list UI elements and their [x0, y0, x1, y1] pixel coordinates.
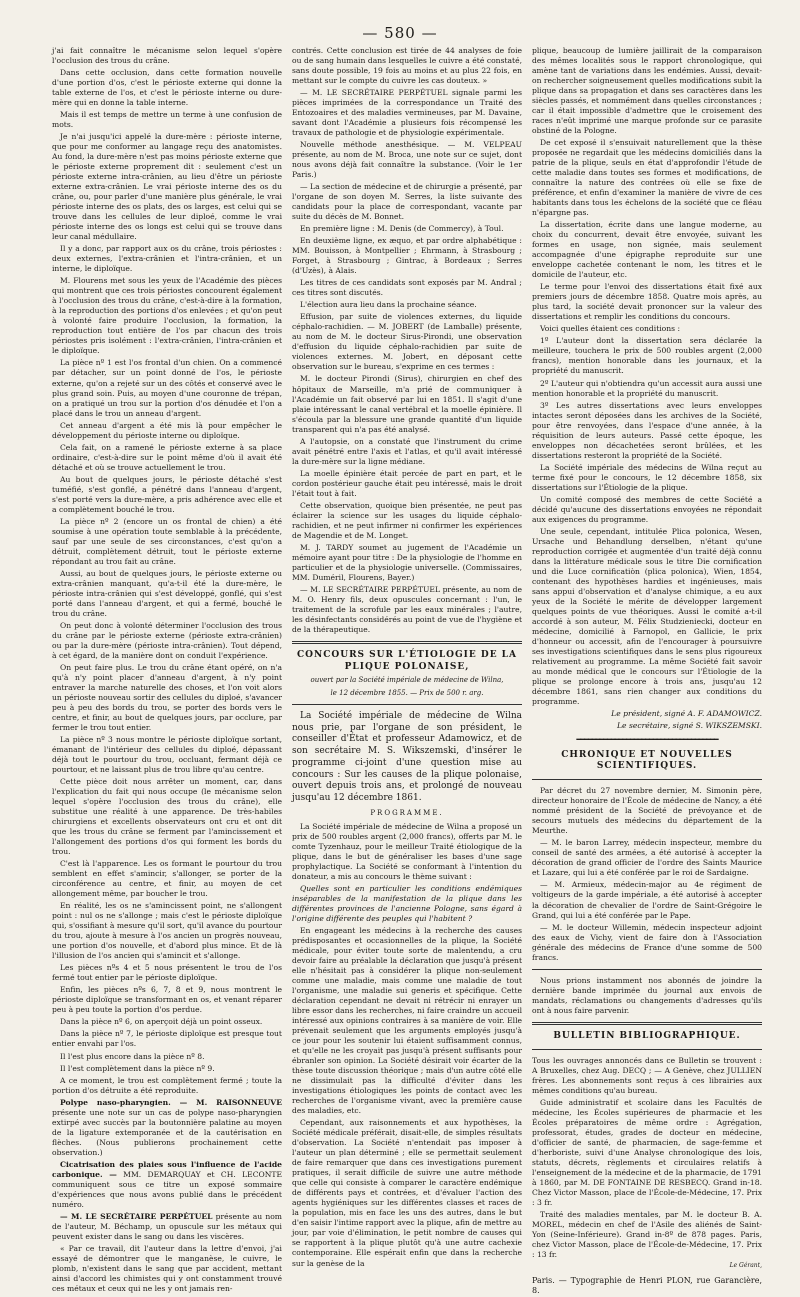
paragraph: La Société impériale des médecins de Wilna reçut au terme fixé pour le concours, le 12 décembre 1858, six dissertations sur l'Étiologie de la plique. [532, 462, 762, 492]
paragraph: Je n'ai jusqu'ici appelé la dure-mère : périoste interne, que pour me conformer au langage reçu des anatomistes. Au fond, la dure-mère n'est pas moins périoste externe que le périoste externe proprement dit : seulement c'est un périoste externe intra-crânien, au lieu d'être un périoste externe extra-crânien. Le vrai périoste interne des os du crâne, ou, pour parler d'une manière plus générale, le vrai périoste interne des os plats, des os larges, est celui qui se trouve dans les cellules de leur diploé, comme le vrai périoste interne des os longs est celui qui se trouve dans leur canal médullaire. [52, 132, 282, 242]
paragraph: Il l'est plus encore dans la pièce nº 8. [60, 1051, 205, 1061]
paragraph: Le terme pour l'envoi des dissertations était fixé aux premiers jours de décembre 1858. Quatre mois après, au plus tard, la société devait prononcer sur la valeur des dissertations et remplir les conditions du concours. [532, 282, 762, 322]
paragraph: Enfin, les pièces nºs 6, 7, 8 et 9, nous montrent le périoste diploïque se transformant en os, et venant réparer peu à peu toute la portion d'os perdue. [52, 985, 282, 1015]
chronique-heading: CHRONIQUE ET NOUVELLES SCIENTIFIQUES. [561, 749, 733, 772]
paragraph: Dans la pièce nº 6, on aperçoit déjà un point osseux. [60, 1017, 263, 1027]
imprint-line: Paris. — Typographie de Henri PLON, rue Garancière, 8. [532, 1275, 762, 1296]
polype-text: présente une note sur un cas de polype naso-pharyngien extirpé avec succès par la boutonnière palatine au moyen de la ligature extemporanée et de la cautérisation en flèches. (Nous publierons prochainement cette observation.) [52, 1107, 282, 1157]
paragraph: 3º Les autres dissertations avec leurs enveloppes intactes seront déposées dans les archives de la Société, pour être renvoyées, dans l'espace d'une année, à la réquisition de leurs auteurs. Passé cette époque, les enveloppes non décachetées seront brûlées, et les dissertations resteront la propriété de la Société. [532, 400, 762, 460]
bulletin-item: Guide administratif et scolaire dans les Facultés de médecine, les Écoles supérieures de pharmacie et les Écoles préparatoires de même ordre : Agrégation, professorat, études, grades de docteur en médecine, d'officier de santé, de pharmacien, de sage-femme et d'herboriste, suivi d'une Analyse chronologique des lois, statuts, décrets, règlements et circulaires relatifs à l'enseignement de la médecine et de la pharmacie, de 1791 à 1860, par M. DE FONTAINE DE RESBECQ. Grand in-18. Chez Victor Masson, place de l'École-de-Médecine, 17. Prix : 3 fr. [532, 1097, 762, 1207]
paragraph: On peut faire plus. Le trou du crâne étant opéré, on n'a qu'à n'y point placer d'anneau d'argent, à n'y point entraver la marche naturelle des choses, et l'on voit alors un périoste nouveau sortir des cellules du diploé, s'avancer peu à peu des bords du trou, se porter des bords vers le centre, et finir, au bout de quelques jours, par occlure, par fermer le trou tout entier. [52, 662, 282, 733]
column-1 [52, 46, 282, 1293]
paragraph: La dissertation, écrite dans une langue moderne, au choix du concurrent, devait être envoyée, suivant les formes en usage, non signée, mais seulement accompagnée d'une épigraphe reproduite sur une enveloppe cachetée contenant le nom, les titres et le domicile de l'auteur, etc. [532, 220, 762, 280]
paragraph: Un comité composé des membres de cette Société a décidé qu'aucune des dissertations envoyées ne répondait aux exigences du programme. [532, 494, 762, 524]
paragraph: Cet anneau d'argent a été mis là pour empêcher le développement du périoste interne ou diploïque. [52, 420, 282, 440]
paragraph: L'élection aura lieu dans la prochaine séance. [300, 300, 477, 310]
concours-paragraph: La Société impériale de médecine de Wilna a proposé un prix de 500 roubles argent (2,000 francs), offerts par M. le comte Tyzenhauz, pour le meilleur Traité étiologique de la plique, dans le but de généraliser les bases d'une sage prophylactique. La Société se conformant à l'intention du donateur, a mis au concours le thème suivant : [292, 821, 522, 881]
paragraph: Cette pièce doit nous arrêter un moment, car, dans l'explication du fait qui nous occupe (le mécanisme selon lequel s'opère l'occlusion des trous du crâne), elle substitue une réalité à une apparence. De très-habiles chirurgiens et excellents observateurs ont cru et ont dit que les trous du crâne se ferment par l'amincissement et l'allongement des portions d'os qui forment les bords du trou. [52, 777, 282, 857]
paragraph: Cette observation, quoique bien présentée, ne peut pas éclairer la science sur les usages du liquide céphalo-rachidien, et ne peut infirmer ni confirmer les expériences de Magendie et de M. Longet. [292, 500, 522, 540]
paragraph: A ce moment, le trou est complètement fermé ; toute la portion d'os détruite a été reproduite. [52, 1075, 282, 1095]
paragraph: Il l'est complètement dans la pièce nº 9. [60, 1063, 215, 1073]
paragraph: Une seule, cependant, intitulée Plica polonica, Wesen, Ursache und Behandlung derselben, n'étant qu'une reproduction corrigée et augmentée d'un traité déjà connu dans la littérature médicale sous le titre Die cornification und die Luce cornificatiòn (plica polonica), Wien, 1854, contenant des hypothèses hardies et ingénieuses, mais sans appui d'observation et d'analyse chimique, a eu aux yeux de la Société le mérite de développer largement quelques points de vue théoriques. Aussi le comité a-t-il accordé à son auteur, M. Félix Studzieniecki, docteur en médecine, domicilié à Farnopol, en Gallicie, le prix d'honneur ou accessit, afin de l'encourager à poursuivre ses investigations scientifiques dans le sens plus rigoureux relativement au programme. La même Société fait savoir au monde médical que le concours sur l'Étiologie de la plique se prolonge encore à trois ans, jusqu'au 12 décembre 1861, sans rien changer aux conditions du programme. [532, 526, 762, 706]
paragraph: M. J. TARDY soumet au jugement de l'Académie un mémoire ayant pour titre : De la physiologie de l'homme en particulier et de la physiologie universelle. (Commissaires, MM. Duméril, Flourens, Bayer.) [292, 542, 522, 582]
polype-heading: Polype naso-pharyngien. — M. RAISONNEUVE [60, 1097, 282, 1107]
paragraph: 2º L'auteur qui n'obtiendra qu'un accessit aura aussi une mention honorable et la propriété du manuscrit. [532, 378, 762, 398]
ornament-divider: ━━━━━━━━━━━━━━━━━━━━━━━━━━━━━━━━━━━━━ [576, 735, 718, 745]
programme-label: PROGRAMME. [370, 808, 444, 817]
paragraph: Effusion, par suite de violences externes, du liquide céphalo-rachidien. — M. JOBERT (de Lamballe) présente, au nom de M. le docteur Sirus-Pirondi, une observation d'effusion du liquide céphalo-rachidien par suite de violences externes. M. Jobert, en déposant cette observation sur le bureau, s'exprime en ces termes : [292, 312, 522, 372]
paragraph: Voici quelles étaient ces conditions : [540, 324, 681, 334]
paragraph: Au bout de quelques jours, le périoste détaché s'est tuméfié, s'est gonflé, a pénétré dans l'anneau d'argent, s'est porté vers la dure-mère, a pris adhérence avec elle et a complètement bouché le trou. [52, 474, 282, 514]
concours-paragraph: En engageant les médecins à la recherche des causes prédisposantes et occasionnelles de la plique, la Société médicale, pour éviter toute sorte de malentendu, a cru devoir faire au préalable la déclaration que jusqu'à présent elle n'hésitait pas à considérer la plique non-seulement comme une maladie, mais comme une maladie de tout l'organisme, une maladie sui generis et spécifique. Cette déclaration cependant ne devait ni rétrécir ni enrayer un libre essor dans les recherches, ni faire craindre un accueil intéressé aux opinions contraires à sa manière de voir. Elle prévenait seulement que les arguments employés jusqu'à ce jour pour les soutenir lui étaient suffisamment connus, et qu'elle ne les croyait pas jusqu'à présent suffisants pour ébranler son opinion. La Société désirait voir écarter de la thèse toute discussion théorique ; mais d'un autre côté elle ne dissimulait pas la difficulté d'éviter dans les investigations étiologiques les points de contact avec les recherches de l'organisme vivant, avec la première cause des maladies, etc. [292, 925, 522, 1116]
paragraph: — M. LE SECRÉTAIRE PERPÉTUEL présente, au nom de M. O. Henry fils, deux opuscules concernant : l'un, le traitement de la scrofule par les eaux minérales ; l'autre, les désinfectants considérés au point de vue de l'hygiène et de la thérapeutique. [292, 584, 522, 634]
paragraph: Aussi, au bout de quelques jours, le périoste externe ou extra-crânien manquant, qu'a-t-il été la dure-mère, le périoste intra-crânien qui s'est développé, gonflé, qui s'est porté dans l'anneau d'argent, et qui a fermé, bouché le trou du crâne. [52, 568, 282, 618]
abonnes-notice: Nous prions instamment nos abonnés de joindre la dernière bande imprimée du journal aux envois de mandats, réclamations ou changements d'adresses qu'ils ont à nous faire parvenir. [532, 975, 762, 1015]
section-divider [532, 1022, 762, 1025]
concours-subtitle-1: ouvert par la Société impériale de médecine de Wilna, [310, 675, 504, 684]
section-divider [532, 1049, 762, 1050]
secretaire-paragraph [52, 1212, 282, 1242]
paragraph: On peut donc à volonté déterminer l'occlusion des trous du crâne par le périoste externe (périoste extra-crânien) ou par la dure-mère (périoste intra-crânien). Tout dépend, à cet égard, de la manière dont on conduit l'expérience. [52, 620, 282, 660]
section-divider [532, 969, 762, 970]
paragraph: contrés. Cette conclusion est tirée de 44 analyses de foie ou de sang humain dans lesquelles le cuivre a été constaté, sans doute possible, 19 fois au moins et au plus 22 fois, en mettant sur le compte du cuivre les cas douteux. » [292, 46, 522, 86]
secretaire-quote: « Par ce travail, dit l'auteur dans la lettre d'envoi, j'ai essayé de démontrer que le manganèse, le cuivre, le plomb, n'existent dans le sang que par accident, mettant ainsi d'accord les chimistes qui y ont constamment trouvé ces métaux et ceux qui ne les y ont jamais ren- [52, 1243, 282, 1293]
paragraph: Dans cette occlusion, dans cette formation nouvelle d'une portion d'os, c'est le périoste externe qui donne la table externe de l'os, et c'est le périoste interne ou dure-mère qui en donne la table interne. [52, 68, 282, 108]
concours-intro: La Société impériale de médecine de Wilna nous prie, par l'organe de son président, le conseiller d'État et professeur Adamowicz, et de son secrétaire M. S. Wikszemski, d'insérer le programme ci-joint d'une question mise au concours : Sur les causes de la plique polonaise, ouvert depuis trois ans, et prolongé de nouveau jusqu'au 12 décembre 1861. [292, 711, 522, 803]
paragraph: En première ligne : M. Denis (de Commercy), à Toul. [300, 224, 504, 234]
paragraph: A l'autopsie, on a constaté que l'instrument du crime avait pénétré entre l'axis et l'atlas, et qu'il avait intéressé la dure-mère sur la ligne médiane. [292, 436, 522, 466]
paragraph: En réalité, les os ne s'amincissent point, ne s'allongent point : nul os ne s'allonge ; mais c'est le périoste diploïque qui, s'ossifiant à mesure qu'il sort, qu'il avance du pourtour du trou, ajoute à mesure à l'os ancien un progrès nouveau, une portion d'os nouvelle, et d'abord plus mince. Et de là l'illusion de l'os ancien qui s'amincit et s'allonge. [52, 901, 282, 961]
polype-paragraph [52, 1098, 282, 1158]
paragraph: Cela fait, on a ramené le périoste externe à sa place ordinaire, c'est-à-dire sur le point même d'où il avait été détaché et où se trouve actuellement le trou. [52, 442, 282, 472]
column-3 [532, 46, 762, 1296]
bulletin-item: Traité des maladies mentales, par M. le docteur B. A. MOREL, médecin en chef de l'Asile des aliénés de Saint-Yon (Seine-Inférieure). Grand in-8º de 878 pages. Paris, chez Victor Masson, place de l'École-de-Médecine, 17. Prix : 13 fr. [532, 1209, 762, 1259]
paragraph: plique, beaucoup de lumière jaillirait de la comparaison des mêmes localités sous le rapport chronologique, qui amène tant de variations dans les endémies. Aussi, devait-on rechercher soigneusement quelles modifications subit la plique dans sa propagation et dans ses caractères dans les siècles passés, et nommément dans quelles circonstances ; car il était impossible d'admettre que le croisement des races n'eût imprimé une marque profonde sur ce parasite obstiné de la Pologne. [532, 46, 762, 136]
column-2 [292, 46, 522, 1268]
secretaire-heading: — M. LE SECRÉTAIRE PERPÉTUEL [60, 1211, 213, 1221]
paragraph: La pièce nº 3 nous montre le périoste diploïque sortant, émanant de l'intérieur des cellules du diploé, dépassant déjà tout le pourtour du trou, occluant, fermant déjà ce pourtour, et ne laissant plus de trou libre qu'au centre. [52, 735, 282, 775]
cicatrisation-text: MM. DEMARQUAY et CH. LECONTE communiquent sous ce titre un exposé sommaire d'expériences que nous avons publié dans le précédent numéro. [52, 1169, 282, 1209]
secretaire-text: présente au nom de l'auteur, M. Béchamp, un opuscule sur les métaux qui peuvent exister dans le sang ou dans les viscères. [52, 1211, 282, 1241]
article-columns [52, 46, 762, 1296]
paragraph: Mais il est temps de mettre un terme à une confusion de mots. [52, 110, 282, 130]
concours-paragraph: Cependant, aux raisonnements et aux hypothèses, la Société médicale préférait, disait-elle, de simples résultats d'observation. La Société n'entendait pas imposer à l'auteur un plan déterminé ; elle se permettait seulement de faire remarquer que dans ces investigations purement pratiques, il serait difficile de suivre une autre méthode que celle qui consiste à comparer le caractère endémique de différents pays et contrées, et d'évaluer l'action des agents hygiéniques sur les différentes classes et races de la population, mis en face les uns des autres, dans le but d'en saisir l'intime rapport avec la plique, afin de mettre au jour, par voie d'élimination, le petit nombre de causes qui se rapportent à la plique plutôt qu'à une autre cachexie contemporaine. Elle espérait enfin que dans la recherche sur la genèse de la [292, 1118, 522, 1268]
chronique-paragraph: — M. Armieux, médecin-major au 4e régiment de voltigeurs de la garde impériale, a été autorisé à accepter la décoration de chevalier de l'ordre de Saint-Grégoire le Grand, qui lui a été conférée par le Pape. [532, 880, 762, 920]
paragraph: — La section de médecine et de chirurgie a présenté, par l'organe de son doyen M. Serres, la liste suivante des candidats pour la place de correspondant, vacante par suite du décès de M. Bonnet. [292, 182, 522, 222]
signature-secretaire: Le secrétaire, signé S. WIKSZEMSKI. [617, 721, 762, 731]
concours-heading: CONCOURS SUR L'ÉTIOLOGIE DE LA PLIQUE POLONAISE, [296, 649, 517, 672]
section-divider [292, 704, 522, 705]
paragraph: La moelle épinière était percée de part en part, et le cordon postérieur gauche était peu intéressé, mais le droit l'était tout à fait. [292, 468, 522, 498]
paragraph: La pièce nº 2 (encore un os frontal de chien) a été soumise à une opération toute semblable à la précédente, sauf par une seule de ses circonstances, c'est qu'on a détruit, complètement détruit, tout le périoste externe répondant au trou fait au crâne. [52, 516, 282, 566]
chronique-paragraph: Par décret du 27 novembre dernier, M. Simonin père, directeur honoraire de l'École de médecine de Nancy, a été nommé président de la Société de prévoyance et de secours mutuels des médecins du département de la Meurthe. [532, 786, 762, 836]
section-divider [532, 779, 762, 780]
paragraph: La pièce nº 1 est l'os frontal d'un chien. On a commencé par détacher, sur un point donné de l'os, le périoste externe, qu'on a rejeté sur un des côtés et conservé avec le plus grand soin. Puis, au moyen d'une couronne de trépan, on a pratiqué un trou sur la portion d'os dénudée et l'on a placé dans le trou un anneau d'argent. [52, 358, 282, 418]
section-divider [292, 641, 522, 644]
paragraph: C'est là l'apparence. Les os formant le pourtour du trou semblent en effet s'amincir, s'allonger, se porter de la circonférence au centre, et finir, au moyen de cet allongement même, par boucher le trou. [52, 859, 282, 899]
paragraph: Dans la pièce nº 7, le périoste diploïque est presque tout entier envahi par l'os. [52, 1029, 282, 1049]
cicatrisation-heading: Cicatrisation des plaies sous l'influence de l'acide carbonique. — [52, 1159, 282, 1179]
cicatrisation-paragraph [52, 1160, 282, 1210]
paragraph: M. le docteur Pirondi (Sirus), chirurgien en chef des hôpitaux de Marseille, m'a prié de communiquer à l'Académie un fait observé par lui en 1851. Il s'agit d'une plaie intéressant le canal vertébral et la moelle épinière. Il s'écoula par la blessure une grande quantité d'un liquide transparent qui n'a pas été analysé. [292, 374, 522, 434]
signature-president: Le président, signé A. F. ADAMOWICZ. [611, 709, 762, 718]
paragraph: j'ai fait connaître le mécanisme selon lequel s'opère l'occlusion des trous du crâne. [52, 46, 282, 66]
paragraph: — M. LE SECRÉTAIRE PERPÉTUEL signale parmi les pièces imprimées de la correspondance un Traité des Entozoaires et des maladies vermineuses, par M. Davaine, savant dont l'Académie a plusieurs fois récompensé les travaux de pathologie et de physiologie expérimentale. [292, 88, 522, 138]
paragraph: De cet exposé il s'ensuivait naturellement que la thèse proposée ne regardait que les médecins domiciliés dans la patrie de la plique, seuls en état d'approfondir l'étude de cette maladie dans toutes ses formes et modifications, de connaître la nature des contrées où elle se fixe de préférence, et enfin d'examiner la manière de vivre de ces habitants dans tous les échelons de la société que ce fléau n'épargne pas. [532, 138, 762, 218]
concours-question: Quelles sont en particulier les conditions endémiques inséparables de la manifestation de la plique dans les différentes provinces de l'ancienne Pologne, sans égard à l'origine différente des peuples qui l'habitent ? [292, 883, 522, 923]
chronique-paragraph: — M. le baron Larrey, médecin inspecteur, membre du conseil de santé des armées, a été autorisé à accepter la décoration de grand officier de l'ordre des Saints Maurice et Lazare, qui lui a été conférée par le roi de Sardaigne. [532, 838, 762, 878]
paragraph: En deuxième ligne, ex æquo, et par ordre alphabétique : MM. Bouisson, à Montpellier ; Ehrmann, à Strasbourg ; Forget, à Strasbourg ; Gintrac, à Bordeaux ; Serres (d'Uzès), à Alais. [292, 236, 522, 276]
paragraph: Les pièces nºs 4 et 5 nous présentent le trou de l'os fermé tout entier par le périoste diploïque. [52, 963, 282, 983]
page-number: — 580 — [362, 24, 438, 42]
paragraph: Il y a donc, par rapport aux os du crâne, trois périostes : deux externes, l'extra-crânien et l'intra-crânien, et un interne, le diploïque. [52, 244, 282, 274]
concours-subtitle-2: le 12 décembre 1855. — Prix de 500 r. arg. [330, 688, 484, 697]
paragraph: Les titres de ces candidats sont exposés par M. Andral ; ces titres sont discutés. [292, 278, 522, 298]
paragraph: Nouvelle méthode anesthésique. — M. VELPEAU présente, au nom de M. Broca, une note sur ce sujet, dont nous avons déjà fait connaître la substance. (Voir le 1er Paris.) [292, 140, 522, 180]
chronique-paragraph: — M. le docteur Willemin, médecin inspecteur adjoint des eaux de Vichy, vient de faire don à l'Association générale des médecins de France d'une somme de 500 francs. [532, 922, 762, 962]
bulletin-heading: BULLETIN BIBLIOGRAPHIQUE. [553, 1030, 741, 1041]
paragraph: 1º L'auteur dont la dissertation sera déclarée la meilleure, touchera le prix de 500 roubles argent (2,000 francs), mention honorable dans les journaux, et la propriété du manuscrit. [532, 336, 762, 376]
paragraph: M. Flourens met sous les yeux de l'Académie des pièces qui montrent que ces trois périostes concourent également à l'occlusion des trous du crâne, c'est-à-dire à la formation, à la reproduction des portions d'os enlevées ; et qu'on peut à volonté faire produire l'occlusion, la formation, la reproduction tout entière de l'os par chacun des trois périostes pris isolément : l'extra-crânien, l'intra-crânien et le diploïque. [52, 276, 282, 356]
gerant-label: Le Gérant, [729, 1261, 762, 1269]
bulletin-intro: Tous les ouvrages annoncés dans ce Bulletin se trouvent : A Bruxelles, chez Aug. DECQ ; — A Genève, chez JULLIEN frères. Les abonnements sont reçus à ces librairies aux mêmes conditions qu'au bureau. [532, 1055, 762, 1095]
